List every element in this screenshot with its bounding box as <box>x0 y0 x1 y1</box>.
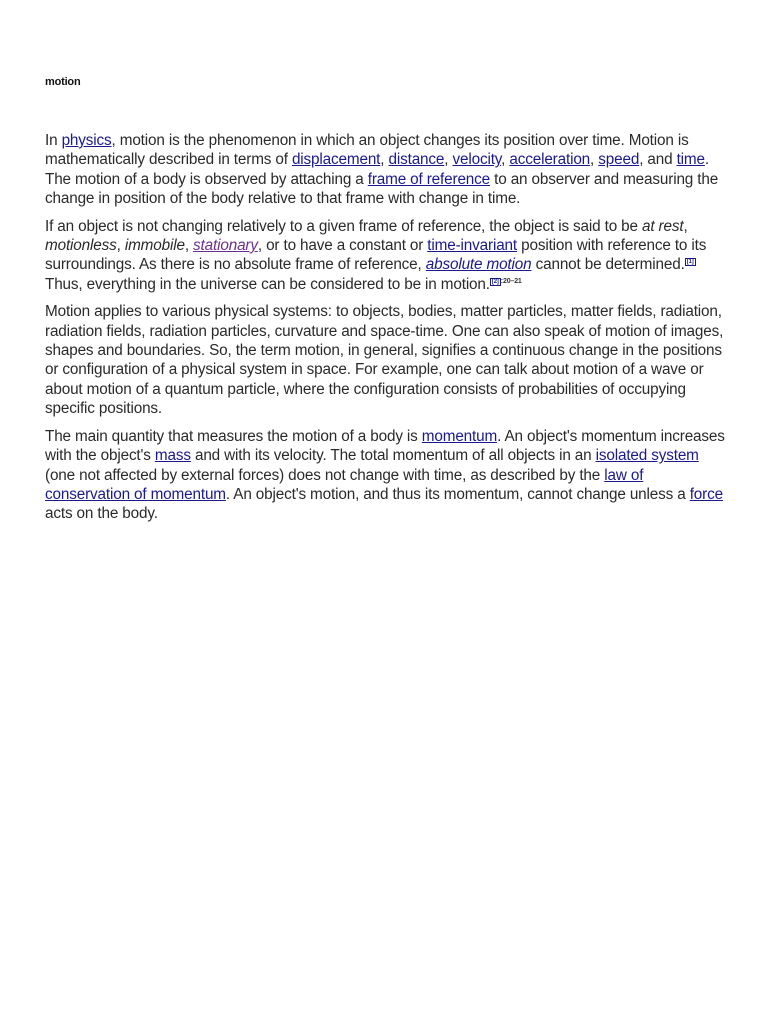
citation-link-2[interactable]: [2] <box>491 278 499 285</box>
link-displacement[interactable]: displacement <box>291 151 381 169</box>
citation-pages: :20–21 <box>500 277 522 285</box>
link-physics[interactable]: physics <box>61 132 112 149</box>
text: , motion is the phenomenon in which an object changes its position over time. Motion is mathematically described in terms of <box>45 132 689 169</box>
text: , <box>501 151 510 169</box>
link-stationary[interactable]: stationary <box>193 237 258 255</box>
citation-1 <box>685 258 696 265</box>
text: , <box>380 151 389 169</box>
link-absolute-motion[interactable]: absolute motion <box>425 256 532 274</box>
text: (one not affected by external forces) does not change with time, as described by the <box>45 466 605 484</box>
term-at-rest: at rest <box>641 217 684 235</box>
link-time[interactable]: time <box>676 151 705 169</box>
text: , <box>444 151 453 169</box>
link-law-of-conservation-of-momentum[interactable]: law of conservation of momentum <box>45 466 644 503</box>
text: If an object is not changing relatively to a given frame of reference, the object is said to be <box>45 217 642 235</box>
text: , and <box>639 151 677 169</box>
link-force[interactable]: force <box>689 485 723 503</box>
text: position with reference to its surroundings. As there is no absolute frame of reference, <box>45 237 707 274</box>
term-immobile: immobile <box>124 237 185 255</box>
link-frame-of-reference[interactable]: frame of reference <box>367 170 491 188</box>
text: . An object's momentum increases with the object's <box>45 427 725 465</box>
text: cannot be determined. <box>531 256 685 274</box>
article-body <box>45 131 725 532</box>
paragraph-1 <box>45 131 725 209</box>
text: , <box>590 151 599 169</box>
link-mass[interactable]: mass <box>154 447 191 465</box>
text: , <box>683 217 688 235</box>
text: acts on the body. <box>45 505 158 523</box>
page-title: motion <box>45 76 81 88</box>
text: and with its velocity. The total momentum of all objects in an <box>190 447 596 465</box>
paragraph-3: Motion applies to various physical systems: to objects, bodies, matter particles, matter fields, radiation, radiation fields, radiation particles, curvature and space-time. One can also speak of motion of images, shapes and boundaries. So, the term motion, in general, signifies a continuous change in the positions or configuration of a physical system in space. For example, one can talk about motion of a wave or about motion of a quantum particle, where the configuration consists of probabilities of occupying specific positions. <box>45 303 724 418</box>
text: The main quantity that measures the motion of a body is <box>45 427 422 445</box>
citation-2 <box>490 278 522 285</box>
text: , <box>116 237 125 255</box>
link-acceleration[interactable]: acceleration <box>509 151 591 169</box>
paragraph-4 <box>45 427 725 524</box>
text: , or to have a constant or <box>257 237 428 255</box>
link-time-invariant[interactable]: time-invariant <box>427 237 518 255</box>
link-distance[interactable]: distance <box>388 151 445 169</box>
citation-link-1[interactable]: [1] <box>686 259 694 266</box>
link-isolated-system[interactable]: isolated system <box>595 447 699 465</box>
text: , <box>184 237 194 255</box>
text: . An object's motion, and thus its momentum, cannot change unless a <box>225 485 690 503</box>
link-velocity[interactable]: velocity <box>452 151 502 169</box>
term-motionless: motionless <box>45 237 117 255</box>
text: In <box>45 132 62 149</box>
link-momentum[interactable]: momentum <box>421 427 498 445</box>
link-speed[interactable]: speed <box>598 151 640 169</box>
text: Thus, everything in the universe can be considered to be in motion. <box>45 275 490 293</box>
text: to an observer and measuring the change in position of the body relative to that frame with change in time. <box>45 170 719 208</box>
paragraph-2 <box>45 217 725 295</box>
text: . The motion of a body is observed by attaching a <box>45 151 709 188</box>
